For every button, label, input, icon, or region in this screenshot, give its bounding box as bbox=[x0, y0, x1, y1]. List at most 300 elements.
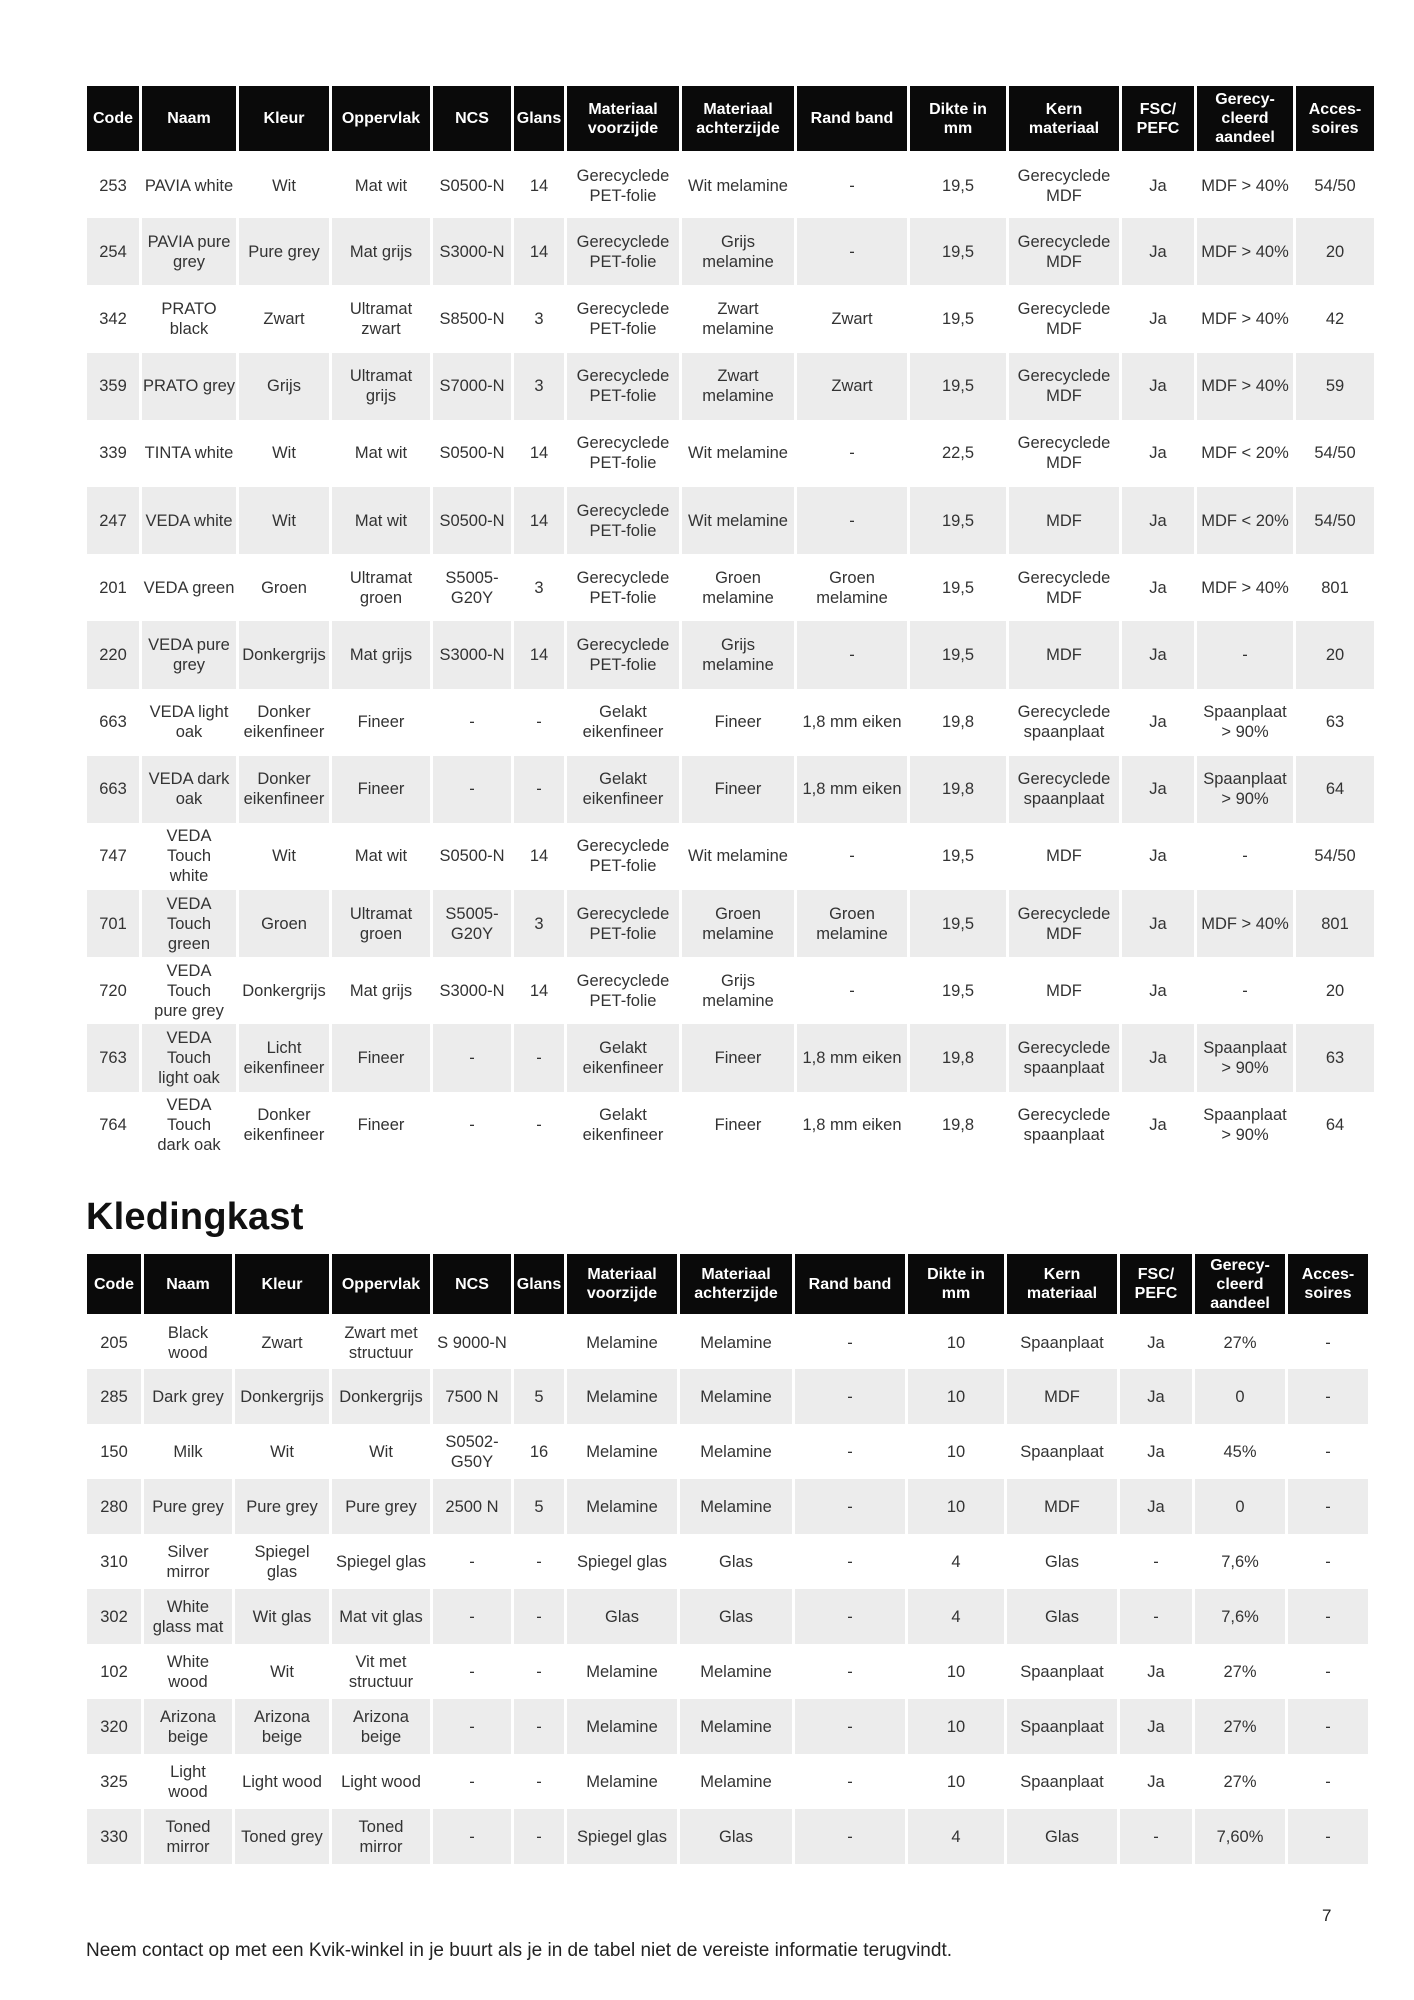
table-cell: Gerecyclede PET-folie bbox=[567, 353, 679, 420]
table-cell: Gerecyclede MDF bbox=[1009, 420, 1119, 487]
table-cell: 0 bbox=[1195, 1369, 1285, 1424]
table-cell: - bbox=[795, 1369, 905, 1424]
table-cell: - bbox=[797, 151, 907, 218]
table-cell: 42 bbox=[1296, 285, 1374, 352]
table-cell: Melamine bbox=[567, 1754, 677, 1809]
table-cell: 19,5 bbox=[910, 957, 1006, 1024]
table-cell: Arizona beige bbox=[235, 1699, 329, 1754]
table-cell: - bbox=[1288, 1479, 1368, 1534]
table-cell: S0500-N bbox=[433, 420, 511, 487]
table-cell: Grijs melamine bbox=[682, 218, 794, 285]
table-cell: - bbox=[1120, 1589, 1192, 1644]
table-cell: Ja bbox=[1120, 1699, 1192, 1754]
table-cell: Ultramat groen bbox=[332, 554, 430, 621]
table-header-row bbox=[87, 1254, 1368, 1314]
table-cell: Melamine bbox=[567, 1479, 677, 1534]
table-row bbox=[87, 1534, 1368, 1589]
table-cell: Ja bbox=[1120, 1479, 1192, 1534]
table-cell: S0502- G50Y bbox=[433, 1424, 511, 1479]
table-row bbox=[87, 151, 1374, 218]
table-cell: Glas bbox=[1007, 1809, 1117, 1864]
table-cell: Gerecyclede PET-folie bbox=[567, 151, 679, 218]
column-header: Materiaal achterzijde bbox=[682, 86, 794, 151]
table-cell: 10 bbox=[908, 1754, 1004, 1809]
table-cell: - bbox=[433, 1699, 511, 1754]
column-header: Glans bbox=[514, 1254, 564, 1314]
table-cell: Melamine bbox=[567, 1699, 677, 1754]
table-cell: 14 bbox=[514, 957, 564, 1024]
table-cell: Mat grijs bbox=[332, 218, 430, 285]
table-cell: 20 bbox=[1296, 621, 1374, 688]
table-cell: 19,5 bbox=[910, 890, 1006, 957]
table-cell: Spiegel glas bbox=[332, 1534, 430, 1589]
table-cell: VEDA Touch green bbox=[142, 890, 236, 957]
column-header: FSC/ PEFC bbox=[1120, 1254, 1192, 1314]
table-cell: 220 bbox=[87, 621, 139, 688]
table-row bbox=[87, 1424, 1368, 1479]
table-cell: Groen melamine bbox=[682, 890, 794, 957]
column-header: NCS bbox=[433, 86, 511, 151]
table-cell: Pure grey bbox=[239, 218, 329, 285]
table-cell: 310 bbox=[87, 1534, 141, 1589]
table-cell: 763 bbox=[87, 1024, 139, 1091]
column-header: Acces- soires bbox=[1296, 86, 1374, 151]
table-cell: 20 bbox=[1296, 957, 1374, 1024]
table-cell: Wit melamine bbox=[682, 823, 794, 890]
table-row bbox=[87, 353, 1374, 420]
column-header: Materiaal achterzijde bbox=[680, 1254, 792, 1314]
table-cell: Ja bbox=[1122, 487, 1194, 554]
column-header: Naam bbox=[144, 1254, 232, 1314]
table-cell: Light wood bbox=[144, 1754, 232, 1809]
table-cell: - bbox=[795, 1589, 905, 1644]
table-cell: 4 bbox=[908, 1589, 1004, 1644]
column-header: Kleur bbox=[239, 86, 329, 151]
table-cell: - bbox=[1197, 823, 1293, 890]
table-row bbox=[87, 957, 1374, 1024]
table-cell: Ja bbox=[1120, 1314, 1192, 1369]
table-cell: 19,5 bbox=[910, 151, 1006, 218]
table-cell: Fineer bbox=[332, 1092, 430, 1159]
table-cell: Pure grey bbox=[332, 1479, 430, 1534]
table-cell: Glas bbox=[567, 1589, 677, 1644]
table-cell: Ja bbox=[1120, 1369, 1192, 1424]
table-cell: Ja bbox=[1122, 756, 1194, 823]
table-cell: 19,5 bbox=[910, 554, 1006, 621]
table-cell: MDF < 20% bbox=[1197, 487, 1293, 554]
table-cell: VEDA pure grey bbox=[142, 621, 236, 688]
table-cell: 10 bbox=[908, 1369, 1004, 1424]
table-cell: Groen bbox=[239, 890, 329, 957]
table-cell: Fineer bbox=[332, 1024, 430, 1091]
table-row bbox=[87, 218, 1374, 285]
table-cell: Donkergrijs bbox=[332, 1369, 430, 1424]
table-cell: - bbox=[1288, 1754, 1368, 1809]
table-cell: 63 bbox=[1296, 1024, 1374, 1091]
table-cell: Ja bbox=[1122, 218, 1194, 285]
table-row bbox=[87, 1699, 1368, 1754]
table-cell: - bbox=[1288, 1369, 1368, 1424]
table-cell: Ja bbox=[1122, 420, 1194, 487]
table-cell: Spaanplaat > 90% bbox=[1197, 756, 1293, 823]
table-cell: S5005- G20Y bbox=[433, 890, 511, 957]
column-header: NCS bbox=[433, 1254, 511, 1314]
table-cell: Donkergrijs bbox=[239, 957, 329, 1024]
table-cell: Wit bbox=[239, 420, 329, 487]
table-cell: TINTA white bbox=[142, 420, 236, 487]
table-cell bbox=[514, 1314, 564, 1369]
table-cell: 64 bbox=[1296, 756, 1374, 823]
table-cell: 254 bbox=[87, 218, 139, 285]
table-cell: Glas bbox=[680, 1589, 792, 1644]
table-cell: Ja bbox=[1120, 1424, 1192, 1479]
table-cell: Glas bbox=[1007, 1589, 1117, 1644]
table-cell: Melamine bbox=[680, 1314, 792, 1369]
table-cell: 10 bbox=[908, 1479, 1004, 1534]
table-cell: Melamine bbox=[567, 1369, 677, 1424]
table-cell: Spaanplaat bbox=[1007, 1754, 1117, 1809]
table-cell: PAVIA pure grey bbox=[142, 218, 236, 285]
table-cell: Gerecyclede PET-folie bbox=[567, 218, 679, 285]
column-header: Glans bbox=[514, 86, 564, 151]
table-cell: 330 bbox=[87, 1809, 141, 1864]
table-cell: 5 bbox=[514, 1479, 564, 1534]
table-cell: Melamine bbox=[567, 1424, 677, 1479]
table-cell: 14 bbox=[514, 823, 564, 890]
table-cell: Mat grijs bbox=[332, 957, 430, 1024]
table-cell: Grijs bbox=[239, 353, 329, 420]
table-row bbox=[87, 1589, 1368, 1644]
table-row bbox=[87, 285, 1374, 352]
table-cell: Glas bbox=[680, 1809, 792, 1864]
table-cell: Melamine bbox=[680, 1754, 792, 1809]
table-cell: - bbox=[1197, 957, 1293, 1024]
table-cell: 801 bbox=[1296, 554, 1374, 621]
table-cell: - bbox=[797, 487, 907, 554]
table-cell: 63 bbox=[1296, 689, 1374, 756]
table-cell: 150 bbox=[87, 1424, 141, 1479]
table-cell: 19,8 bbox=[910, 1092, 1006, 1159]
column-header: Kern materiaal bbox=[1009, 86, 1119, 151]
footer-note: Neem contact op met een Kvik-winkel in je buurt als je in de tabel niet de vereiste informatie terugvindt. bbox=[86, 1940, 953, 1961]
table-cell: S0500-N bbox=[433, 823, 511, 890]
table-cell: VEDA white bbox=[142, 487, 236, 554]
table-cell: - bbox=[514, 1534, 564, 1589]
table-cell: Ultramat grijs bbox=[332, 353, 430, 420]
table-row bbox=[87, 554, 1374, 621]
table-cell: Wit bbox=[332, 1424, 430, 1479]
table-cell: Ja bbox=[1122, 285, 1194, 352]
table-cell: Ja bbox=[1122, 957, 1194, 1024]
table-cell: Fineer bbox=[682, 1024, 794, 1091]
table-cell: 16 bbox=[514, 1424, 564, 1479]
table-cell: VEDA light oak bbox=[142, 689, 236, 756]
table-cell: 3 bbox=[514, 353, 564, 420]
table-cell: MDF > 40% bbox=[1197, 554, 1293, 621]
table-cell: Gerecyclede PET-folie bbox=[567, 285, 679, 352]
table-cell: 7,60% bbox=[1195, 1809, 1285, 1864]
table-cell: Melamine bbox=[680, 1424, 792, 1479]
table-cell: - bbox=[795, 1534, 905, 1589]
table-cell: Toned mirror bbox=[332, 1809, 430, 1864]
table-cell: S0500-N bbox=[433, 151, 511, 218]
table-row bbox=[87, 1644, 1368, 1699]
table-row bbox=[87, 823, 1374, 890]
table-cell: Ultramat zwart bbox=[332, 285, 430, 352]
column-header: Rand band bbox=[795, 1254, 905, 1314]
table-cell: 4 bbox=[908, 1809, 1004, 1864]
table-row bbox=[87, 1369, 1368, 1424]
table-cell: - bbox=[514, 1024, 564, 1091]
table-cell: - bbox=[795, 1699, 905, 1754]
table-cell: 359 bbox=[87, 353, 139, 420]
table-cell: Mat grijs bbox=[332, 621, 430, 688]
table-cell: - bbox=[1288, 1809, 1368, 1864]
table-cell: - bbox=[1288, 1699, 1368, 1754]
table-cell: Donkergrijs bbox=[239, 621, 329, 688]
table-cell: Wit bbox=[239, 487, 329, 554]
table-cell: Spiegel glas bbox=[567, 1534, 677, 1589]
table-cell: Ja bbox=[1120, 1644, 1192, 1699]
table-cell: - bbox=[433, 1754, 511, 1809]
table-cell: - bbox=[514, 1699, 564, 1754]
table-cell: Mat wit bbox=[332, 487, 430, 554]
table-cell: - bbox=[797, 823, 907, 890]
table-cell: Spaanplaat bbox=[1007, 1314, 1117, 1369]
table-cell: VEDA Touch white bbox=[142, 823, 236, 890]
table-cell: 14 bbox=[514, 218, 564, 285]
table-cell: 4 bbox=[908, 1534, 1004, 1589]
table-cell: Melamine bbox=[680, 1644, 792, 1699]
table-cell: 280 bbox=[87, 1479, 141, 1534]
table-cell: Spaanplaat bbox=[1007, 1644, 1117, 1699]
table-cell: 19,5 bbox=[910, 823, 1006, 890]
specs-table-kledingkast bbox=[84, 1254, 1371, 1864]
table-cell: - bbox=[795, 1644, 905, 1699]
column-header: Materiaal voorzijde bbox=[567, 1254, 677, 1314]
table-cell: 3 bbox=[514, 285, 564, 352]
table-cell: 102 bbox=[87, 1644, 141, 1699]
table-cell: S8500-N bbox=[433, 285, 511, 352]
table-cell: 801 bbox=[1296, 890, 1374, 957]
table-row bbox=[87, 1092, 1374, 1159]
table-cell: 0 bbox=[1195, 1479, 1285, 1534]
table-cell: MDF bbox=[1009, 621, 1119, 688]
column-header: Acces- soires bbox=[1288, 1254, 1368, 1314]
column-header: Oppervlak bbox=[332, 86, 430, 151]
table-cell: Gerecyclede PET-folie bbox=[567, 487, 679, 554]
table-cell: Gerecyclede PET-folie bbox=[567, 957, 679, 1024]
table-cell: - bbox=[433, 1534, 511, 1589]
specs-table-top bbox=[84, 86, 1377, 1159]
table-cell: Spiegel glas bbox=[235, 1534, 329, 1589]
table-cell: Gerecyclede MDF bbox=[1009, 285, 1119, 352]
table-cell: - bbox=[795, 1479, 905, 1534]
column-header: Code bbox=[87, 86, 139, 151]
table-cell: MDF < 20% bbox=[1197, 420, 1293, 487]
table-cell: Pure grey bbox=[144, 1479, 232, 1534]
table-cell: 19,5 bbox=[910, 285, 1006, 352]
table-cell: 10 bbox=[908, 1314, 1004, 1369]
table-cell: Spiegel glas bbox=[567, 1809, 677, 1864]
table-cell: Gerecyclede PET-folie bbox=[567, 621, 679, 688]
table-cell: - bbox=[433, 756, 511, 823]
table-cell: 54/50 bbox=[1296, 487, 1374, 554]
table-row bbox=[87, 1314, 1368, 1369]
table-cell: MDF > 40% bbox=[1197, 890, 1293, 957]
column-header: Materiaal voorzijde bbox=[567, 86, 679, 151]
table-row bbox=[87, 420, 1374, 487]
table-cell: 27% bbox=[1195, 1644, 1285, 1699]
table-cell: 54/50 bbox=[1296, 151, 1374, 218]
table-cell: Melamine bbox=[567, 1314, 677, 1369]
column-header: Gerecy- cleerd aandeel bbox=[1197, 86, 1293, 151]
table-cell: Gerecyclede PET-folie bbox=[567, 554, 679, 621]
table-cell: PRATO grey bbox=[142, 353, 236, 420]
column-header: Kleur bbox=[235, 1254, 329, 1314]
table-cell: - bbox=[514, 1754, 564, 1809]
table-cell: - bbox=[795, 1424, 905, 1479]
table-row bbox=[87, 689, 1374, 756]
table-cell: 253 bbox=[87, 151, 139, 218]
table-cell: - bbox=[795, 1314, 905, 1369]
table-cell: S3000-N bbox=[433, 218, 511, 285]
table-cell: Spaanplaat > 90% bbox=[1197, 1024, 1293, 1091]
table-cell: - bbox=[1197, 621, 1293, 688]
table-cell: 747 bbox=[87, 823, 139, 890]
table-cell: - bbox=[514, 689, 564, 756]
table-cell: Pure grey bbox=[235, 1479, 329, 1534]
table-cell: White glass mat bbox=[144, 1589, 232, 1644]
column-header: Oppervlak bbox=[332, 1254, 430, 1314]
table-cell: Toned grey bbox=[235, 1809, 329, 1864]
table-cell: Spaanplaat bbox=[1007, 1424, 1117, 1479]
table-cell: Light wood bbox=[332, 1754, 430, 1809]
table-cell: 1,8 mm eiken bbox=[797, 1024, 907, 1091]
column-header: Dikte in mm bbox=[910, 86, 1006, 151]
table-cell: Spaanplaat bbox=[1007, 1699, 1117, 1754]
table-cell: - bbox=[797, 420, 907, 487]
table-cell: Milk bbox=[144, 1424, 232, 1479]
table-cell: - bbox=[1288, 1644, 1368, 1699]
table-cell: 1,8 mm eiken bbox=[797, 689, 907, 756]
table-cell: 285 bbox=[87, 1369, 141, 1424]
table-cell: Ja bbox=[1122, 823, 1194, 890]
column-header: FSC/ PEFC bbox=[1122, 86, 1194, 151]
table-cell: Gelakt eikenfineer bbox=[567, 1024, 679, 1091]
table-cell: 302 bbox=[87, 1589, 141, 1644]
table-cell: - bbox=[1288, 1314, 1368, 1369]
table-cell: Ja bbox=[1122, 554, 1194, 621]
table-cell: - bbox=[1120, 1534, 1192, 1589]
section-title-kledingkast: Kledingkast bbox=[86, 1196, 304, 1238]
column-header: Rand band bbox=[797, 86, 907, 151]
table-cell: Gerecyclede spaanplaat bbox=[1009, 689, 1119, 756]
table-cell: Gerecyclede spaanplaat bbox=[1009, 1092, 1119, 1159]
table-cell: Spaanplaat > 90% bbox=[1197, 689, 1293, 756]
table-cell: 14 bbox=[514, 151, 564, 218]
table-row bbox=[87, 1024, 1374, 1091]
table-cell: - bbox=[433, 1644, 511, 1699]
table-cell: Zwart melamine bbox=[682, 285, 794, 352]
table-cell: Wit melamine bbox=[682, 487, 794, 554]
table-cell: Gerecyclede PET-folie bbox=[567, 890, 679, 957]
table-cell: Ja bbox=[1120, 1754, 1192, 1809]
table-cell: Wit bbox=[239, 823, 329, 890]
table-row bbox=[87, 621, 1374, 688]
table-cell: 663 bbox=[87, 689, 139, 756]
table-cell: 45% bbox=[1195, 1424, 1285, 1479]
table-cell: Donkergrijs bbox=[235, 1369, 329, 1424]
table-cell: Ultramat groen bbox=[332, 890, 430, 957]
table-cell: Grijs melamine bbox=[682, 621, 794, 688]
table-cell: Ja bbox=[1122, 353, 1194, 420]
table-cell: PAVIA white bbox=[142, 151, 236, 218]
table-cell: Mat vit glas bbox=[332, 1589, 430, 1644]
table-cell: - bbox=[433, 1589, 511, 1644]
table-cell: Ja bbox=[1122, 890, 1194, 957]
table-cell: 5 bbox=[514, 1369, 564, 1424]
table-row bbox=[87, 1754, 1368, 1809]
table-cell: Gerecyclede spaanplaat bbox=[1009, 1024, 1119, 1091]
table-cell: MDF > 40% bbox=[1197, 218, 1293, 285]
table-cell: MDF > 40% bbox=[1197, 151, 1293, 218]
table-cell: Zwart bbox=[797, 285, 907, 352]
table-cell: - bbox=[514, 756, 564, 823]
table-cell: - bbox=[433, 689, 511, 756]
table-cell: Donker eikenfineer bbox=[239, 1092, 329, 1159]
table-cell: - bbox=[795, 1809, 905, 1864]
table-cell: S3000-N bbox=[433, 957, 511, 1024]
table-cell: 764 bbox=[87, 1092, 139, 1159]
table-cell: Wit melamine bbox=[682, 420, 794, 487]
table-cell: White wood bbox=[144, 1644, 232, 1699]
table-cell: Wit bbox=[239, 151, 329, 218]
table-cell: - bbox=[797, 218, 907, 285]
table-cell: 320 bbox=[87, 1699, 141, 1754]
table-cell: 20 bbox=[1296, 218, 1374, 285]
table-header-row bbox=[87, 86, 1374, 151]
table-cell: Zwart bbox=[239, 285, 329, 352]
table-cell: - bbox=[514, 1809, 564, 1864]
table-cell: Donker eikenfineer bbox=[239, 689, 329, 756]
table-cell: 247 bbox=[87, 487, 139, 554]
table-cell: Ja bbox=[1122, 1024, 1194, 1091]
table-cell: 19,8 bbox=[910, 1024, 1006, 1091]
table-cell: 7,6% bbox=[1195, 1534, 1285, 1589]
table-cell: VEDA dark oak bbox=[142, 756, 236, 823]
table-cell: Fineer bbox=[682, 689, 794, 756]
table-cell: Wit glas bbox=[235, 1589, 329, 1644]
table-cell: Gelakt eikenfineer bbox=[567, 756, 679, 823]
table-cell: Gerecyclede spaanplaat bbox=[1009, 756, 1119, 823]
table-cell: 19,5 bbox=[910, 218, 1006, 285]
column-header: Naam bbox=[142, 86, 236, 151]
table-cell: Vit met structuur bbox=[332, 1644, 430, 1699]
table-cell: - bbox=[514, 1092, 564, 1159]
table-cell: Gerecyclede MDF bbox=[1009, 554, 1119, 621]
table-cell: S3000-N bbox=[433, 621, 511, 688]
table-cell: MDF > 40% bbox=[1197, 353, 1293, 420]
table-cell: Mat wit bbox=[332, 823, 430, 890]
table-cell: - bbox=[433, 1809, 511, 1864]
table-cell: 19,5 bbox=[910, 487, 1006, 554]
table-cell: Ja bbox=[1122, 151, 1194, 218]
table-cell: Fineer bbox=[682, 1092, 794, 1159]
table-cell: VEDA green bbox=[142, 554, 236, 621]
table-cell: Gerecyclede MDF bbox=[1009, 353, 1119, 420]
table-cell: Gerecyclede MDF bbox=[1009, 151, 1119, 218]
